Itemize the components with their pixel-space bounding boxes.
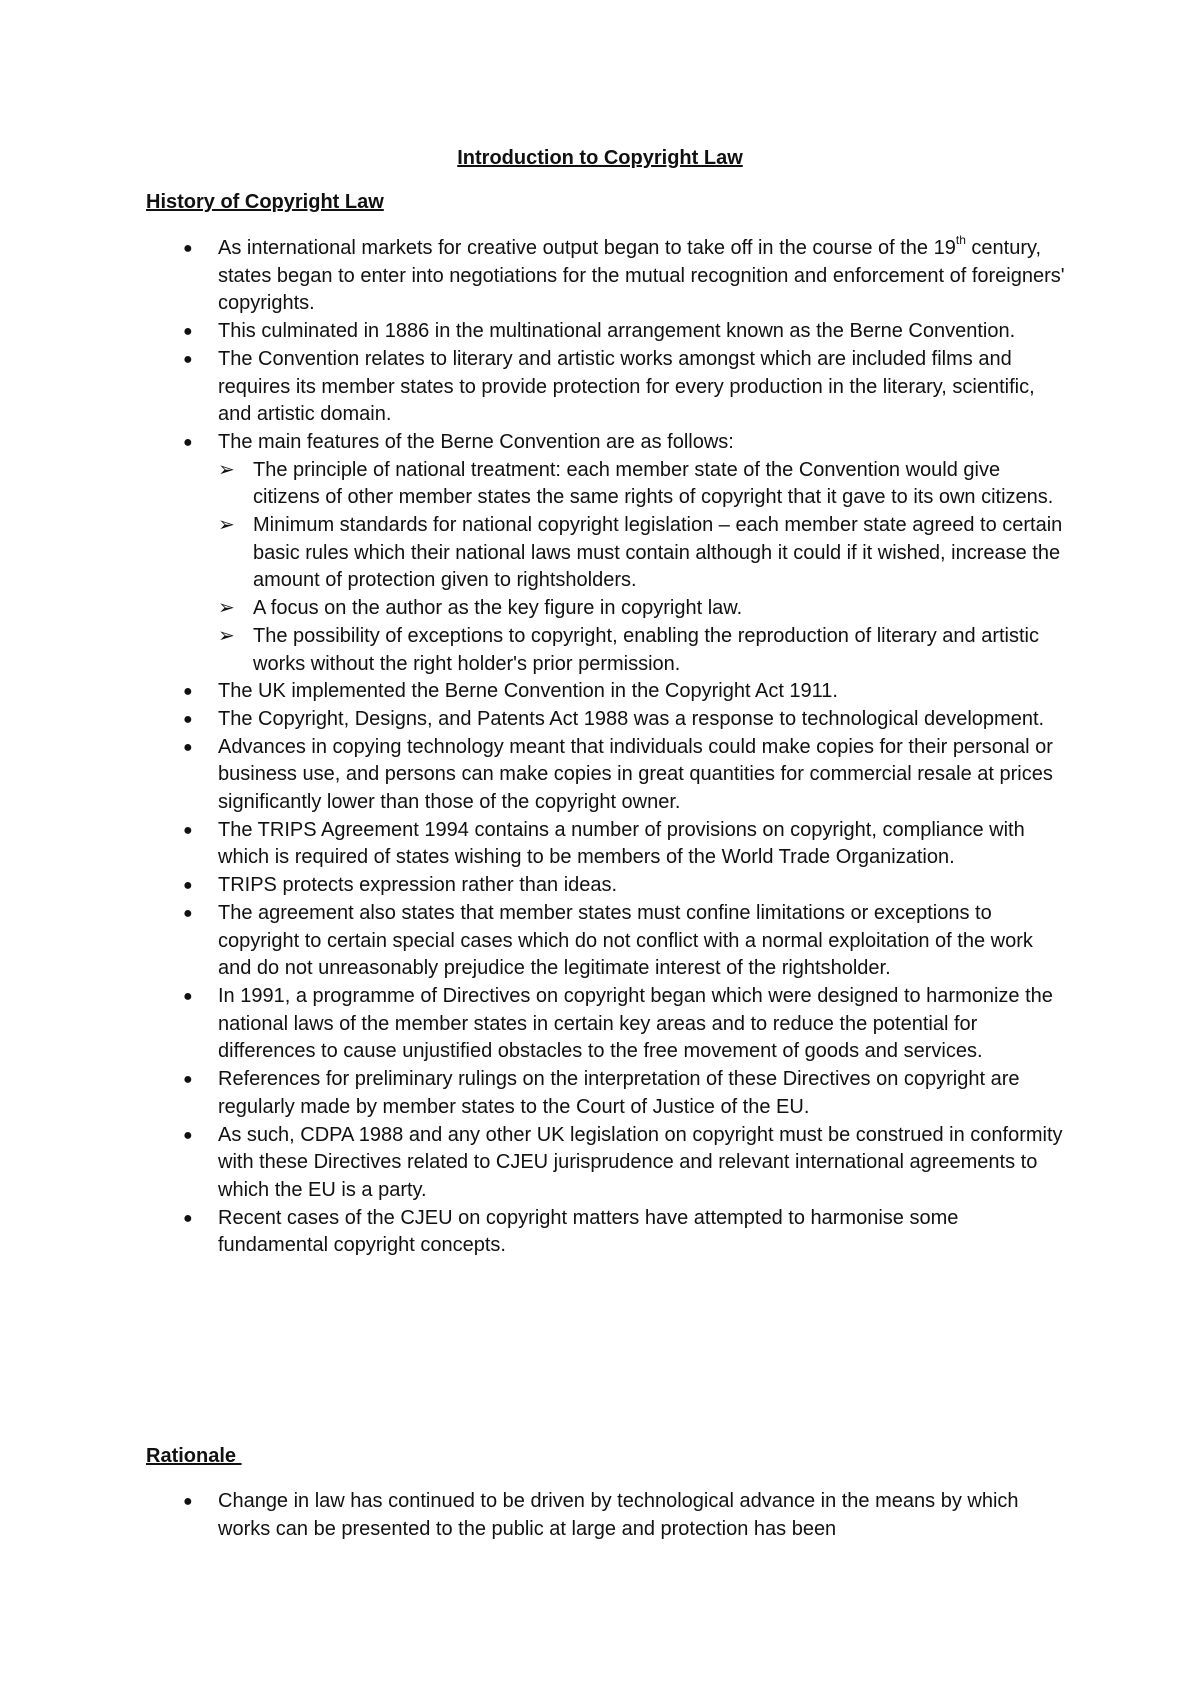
bullet-icon: ●	[183, 323, 193, 341]
bullet-icon: ●	[183, 1493, 193, 1510]
list-item: ● The Copyright, Designs, and Patents Act 1988 was a response to technological development.	[0, 706, 1200, 734]
list-item: ● References for preliminary rulings on the interpretation of these Directives on copyright are regularly made by member states to the Court of Justice of the EU.	[183, 1068, 1020, 1118]
bullet-icon: ●	[183, 738, 193, 756]
list-item: ● Recent cases of the CJEU on copyright matters have attempted to harmonise some fundamental copyright concepts.	[183, 1206, 959, 1257]
bullet-icon: ●	[183, 904, 193, 922]
list-item: ● As international markets for creative output began to take off in the course of the 19th century, states began to enter into negotiations for the mutual recognition and enforcement of foreigners' copyrights.	[183, 233, 1065, 315]
list-item: ● TRIPS protects expression rather than ideas.	[0, 872, 1200, 900]
sub-list-item: ➢ Minimum standards for national copyright legislation – each member state agreed to certain basic rules which their national laws must contain although it could if it wished, increase the amount of protection given to rightsholders.	[218, 514, 1063, 592]
document-title: Introduction to Copyright Law	[457, 147, 743, 169]
bullet-icon: ●	[183, 821, 193, 839]
bullet-icon: ●	[183, 1071, 193, 1089]
sub-list-item: ➢ The possibility of exceptions to copyright, enabling the reproduction of literary and artistic works without the right holder's prior permission.	[218, 624, 1039, 675]
arrow-bullet-icon: ➢	[218, 624, 235, 647]
list-item: ● In 1991, a programme of Directives on copyright began which were designed to harmonize the national laws of the member states in certain key areas and to reduce the potential for differences to cause unjustified obstacles to the free movement of goods and services.	[183, 984, 1053, 1063]
bullet-icon: ●	[183, 350, 193, 368]
list-item: ● Change in law has continued to be driven by technological advance in the means by which works can be presented to the public at large and protection has been	[183, 1490, 1019, 1540]
section-heading-history: History of Copyright Law	[146, 191, 384, 213]
list-item: ● The agreement also states that member states must confine limitations or exceptions to copyright to certain special cases which do not conflict with a normal exploitation of the work and do not unreasonably prejudice the legitimate interest of the rightsholder.	[183, 901, 1033, 980]
bullet-icon: ●	[183, 1209, 193, 1227]
bullet-icon: ●	[183, 987, 193, 1005]
arrow-bullet-icon: ➢	[218, 597, 235, 620]
sub-list-item: ➢ A focus on the author as the key figure in copyright law.	[0, 595, 1200, 623]
history-list	[0, 235, 1200, 1260]
bullet-icon: ●	[183, 433, 193, 451]
arrow-bullet-icon: ➢	[218, 458, 235, 481]
arrow-bullet-icon: ➢	[218, 514, 235, 537]
list-item: ● The TRIPS Agreement 1994 contains a number of provisions on copyright, compliance with which is required of states wishing to be members of the World Trade Organization.	[183, 818, 1025, 869]
bullet-icon: ●	[183, 710, 193, 728]
list-item: ● The UK implemented the Berne Convention in the Copyright Act 1911.	[0, 678, 1200, 706]
bullet-icon: ●	[183, 683, 193, 701]
rationale-list	[0, 1488, 1200, 1543]
sub-list-item: ➢ The principle of national treatment: each member state of the Convention would give citizens of other member states the same rights of copyright that it gave to its own citizens.	[218, 458, 1054, 509]
bullet-icon: ●	[183, 877, 193, 895]
section-heading-rationale: Rationale	[146, 1445, 242, 1467]
list-item: ● The Convention relates to literary and artistic works amongst which are included films and requires its member states to provide protection for every production in the literary, scientific, and artistic domain.	[183, 347, 1035, 426]
list-item: ● This culminated in 1886 in the multinational arrangement known as the Berne Convention.	[0, 318, 1200, 346]
list-item: ● The main features of the Berne Convention are as follows:	[0, 429, 1200, 457]
bullet-icon: ●	[183, 1126, 193, 1144]
list-item: ● As such, CDPA 1988 and any other UK legislation on copyright must be construed in conformity with these Directives related to CJEU jurisprudence and relevant international agreements to which the EU is a party.	[183, 1123, 1063, 1201]
list-item: ● Advances in copying technology meant that individuals could make copies for their personal or business use, and persons can make copies in great quantities for commercial resale at prices significantly lower than those of the copyright owner.	[183, 735, 1053, 814]
bullet-icon: ●	[183, 240, 193, 257]
